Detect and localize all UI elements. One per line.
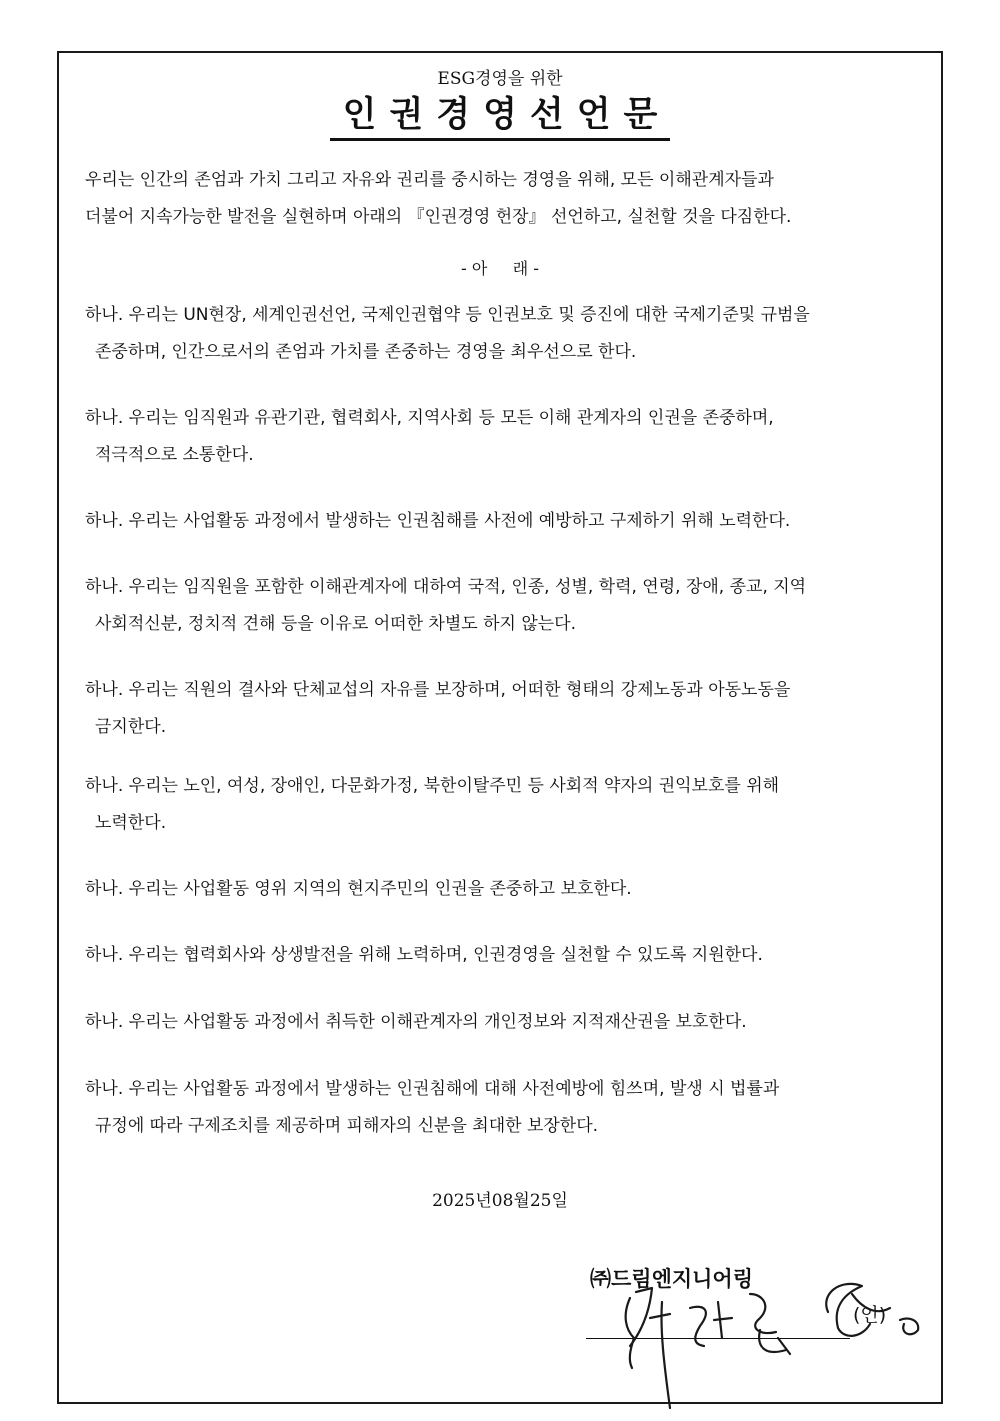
article-3 — [85, 503, 945, 540]
pre-title: ESG경영을 위한 — [437, 69, 563, 89]
article-line: 하나. 우리는 사업활동 과정에서 취득한 이해관계자의 개인정보와 지적재산권을 보호한다. — [85, 1012, 747, 1032]
company-name: ㈜드림엔지니어링 — [590, 1267, 754, 1291]
article-5 — [85, 672, 945, 746]
document-title-wrap — [0, 92, 1000, 141]
intro-line: 더불어 지속가능한 발전을 실현하며 아래의 『인권경영 헌장』 선언하고, 실천할 것을 다짐한다. — [85, 207, 792, 227]
article-line: 하나. 우리는 노인, 여성, 장애인, 다문화가정, 북한이탈주민 등 사회적 약자의 권익보호를 위해 — [85, 776, 780, 796]
article-line: 존중하며, 인간으로서의 존엄과 가치를 존중하는 경영을 최우선으로 한다. — [95, 342, 637, 362]
article-line: 노력한다. — [95, 813, 167, 833]
article-9 — [85, 1004, 945, 1041]
article-line: 하나. 우리는 사업활동 영위 지역의 현지주민의 인권을 존중하고 보호한다. — [85, 879, 632, 899]
article-line: 하나. 우리는 UN현장, 세계인권선언, 국제인권협약 등 인권보호 및 증진에 대한 국제기준및 규범을 — [85, 305, 810, 325]
article-7 — [85, 871, 945, 908]
intro-paragraph — [85, 162, 925, 236]
article-line: 적극적으로 소통한다. — [95, 445, 254, 465]
article-line: 하나. 우리는 사업활동 과정에서 발생하는 인권침해에 대해 사전예방에 힘쓰며, 발생 시 법률과 — [85, 1079, 780, 1099]
article-line: 사회적신분, 정치적 견해 등을 이유로 어떠한 차별도 하지 않는다. — [95, 614, 577, 634]
handwritten-signature — [600, 1268, 940, 1418]
seal-mark: (인) — [853, 1304, 887, 1326]
section-heading: - 아 래 - — [460, 259, 540, 278]
article-2 — [85, 400, 945, 474]
document-title: 인권경영선언문 — [330, 92, 671, 141]
article-line: 하나. 우리는 사업활동 과정에서 발생하는 인권침해를 사전에 예방하고 구제하기 위해 노력한다. — [85, 511, 791, 531]
article-line: 규정에 따라 구제조치를 제공하며 피해자의 신분을 최대한 보장한다. — [95, 1116, 599, 1136]
article-line: 하나. 우리는 협력회사와 상생발전을 위해 노력하며, 인권경영을 실천할 수 있도록 지원한다. — [85, 945, 763, 965]
article-10 — [85, 1071, 945, 1145]
article-line: 하나. 우리는 임직원과 유관기관, 협력회사, 지역사회 등 모든 이해 관계자의 인권을 존중하며, — [85, 408, 774, 428]
article-line: 하나. 우리는 임직원을 포함한 이해관계자에 대하여 국적, 인종, 성별, 학력, 연령, 장애, 종교, 지역 — [85, 577, 807, 597]
article-6 — [85, 768, 945, 842]
article-line: 하나. 우리는 직원의 결사와 단체교섭의 자유를 보장하며, 어떠한 형태의 강제노동과 아동노동을 — [85, 680, 791, 700]
intro-line: 우리는 인간의 존엄과 가치 그리고 자유와 권리를 중시하는 경영을 위해, 모든 이해관계자들과 — [85, 170, 774, 190]
article-1 — [85, 297, 945, 371]
article-4 — [85, 569, 945, 643]
article-8 — [85, 937, 945, 974]
document-date: 2025년08월25일 — [432, 1191, 568, 1211]
article-line: 금지한다. — [95, 717, 167, 737]
